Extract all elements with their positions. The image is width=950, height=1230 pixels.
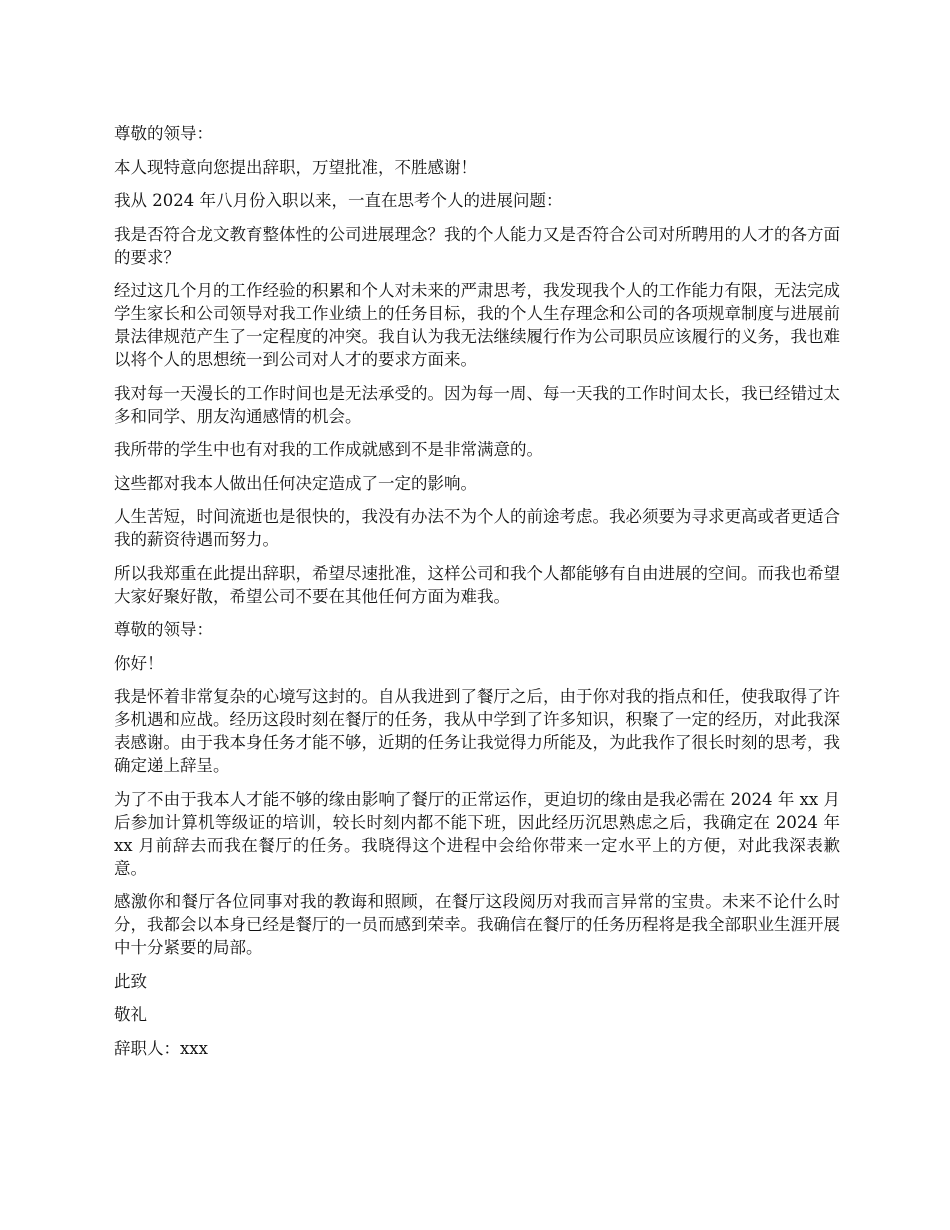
paragraph: 我从 2024 年八月份入职以来，一直在思考个人的进展问题： bbox=[114, 191, 563, 210]
paragraph: 我所带的学生中也有对我的工作成就感到不是非常满意的。 bbox=[114, 440, 543, 459]
paragraph: 我是怀着非常复杂的心境写这封的。自从我进到了餐厅之后，由于你对我的指点和任，使我取得了许多机遇和应战。经历这段时刻在餐厅的任务，我从中学到了许多知识，积聚了一定的经历，对此我深表感谢。由于我本身任务才能不够，近期的任务让我觉得力所能及，为此我作了很长时刻的思考，我确定递上辞呈。 bbox=[114, 687, 840, 775]
paragraph: 我对每一天漫长的工作时间也是无法承受的。因为每一周、每一天我的工作时间太长，我已经错过太多和同学、朋友沟通感情的机会。 bbox=[114, 383, 840, 426]
paragraph: 本人现特意向您提出辞职，万望批准，不胜感谢！ bbox=[114, 157, 477, 177]
paragraph: 感激你和餐厅各位同事对我的教诲和照顾，在餐厅这段阅历对我而言异常的宝贵。未来不论什么时分，我都会以本身已经是餐厅的一员而感到荣幸。我确信在餐厅的任务历程将是我全部职业生涯开展中十分紧要的局部。 bbox=[114, 892, 840, 957]
paragraph: 这些都对我本人做出任何决定造成了一定的影响。 bbox=[114, 473, 477, 493]
letter-page bbox=[114, 122, 840, 1070]
signature: 辞职人：xxx bbox=[114, 1038, 208, 1058]
paragraph: 为了不由于我本人才能不够的缘由影响了餐厅的正常运作，更迫切的缘由是我必需在 2024 年 xx 月后参加计算机等级证的培训，较长时刻内都不能下班，因此经历沉思熟虑之后，我确定在 2024 年 xx 月前辞去而我在餐厅的任务。我晓得这个进程中会给你带来一定水平上的方便，对此我深表歉意。 bbox=[114, 789, 840, 878]
salutation: 尊敬的领导： bbox=[114, 124, 213, 143]
paragraph: 所以我郑重在此提出辞职，希望尽速批准，这样公司和我个人都能够有自由进展的空间。而我也希望大家好聚好散，希望公司不要在其他任何方面为难我。 bbox=[114, 563, 840, 606]
paragraph: 我是否符合龙文教育整体性的公司进展理念？我的个人能力又是否符合公司对所聘用的人才的各方面的要求？ bbox=[114, 224, 840, 267]
greeting: 你好！ bbox=[114, 653, 164, 673]
closing: 此致 bbox=[114, 971, 147, 991]
salutation: 尊敬的领导： bbox=[114, 620, 213, 639]
closing-regards: 敬礼 bbox=[114, 1005, 147, 1024]
paragraph: 经过这几个月的工作经验的积累和个人对未来的严肃思考，我发现我个人的工作能力有限，无法完成学生家长和公司领导对我工作业绩上的任务目标，我的个人生存理念和公司的各项规章制度与进展前景法律规范产生了一定程度的冲突。我自认为我无法继续履行作为公司职员应该履行的义务，我也难以将个人的思想统一到公司对人才的要求方面来。 bbox=[114, 281, 840, 369]
paragraph: 人生苦短，时间流逝也是很快的，我没有办法不为个人的前途考虑。我必须要为寻求更高或者更适合我的薪资待遇而努力。 bbox=[114, 507, 840, 549]
